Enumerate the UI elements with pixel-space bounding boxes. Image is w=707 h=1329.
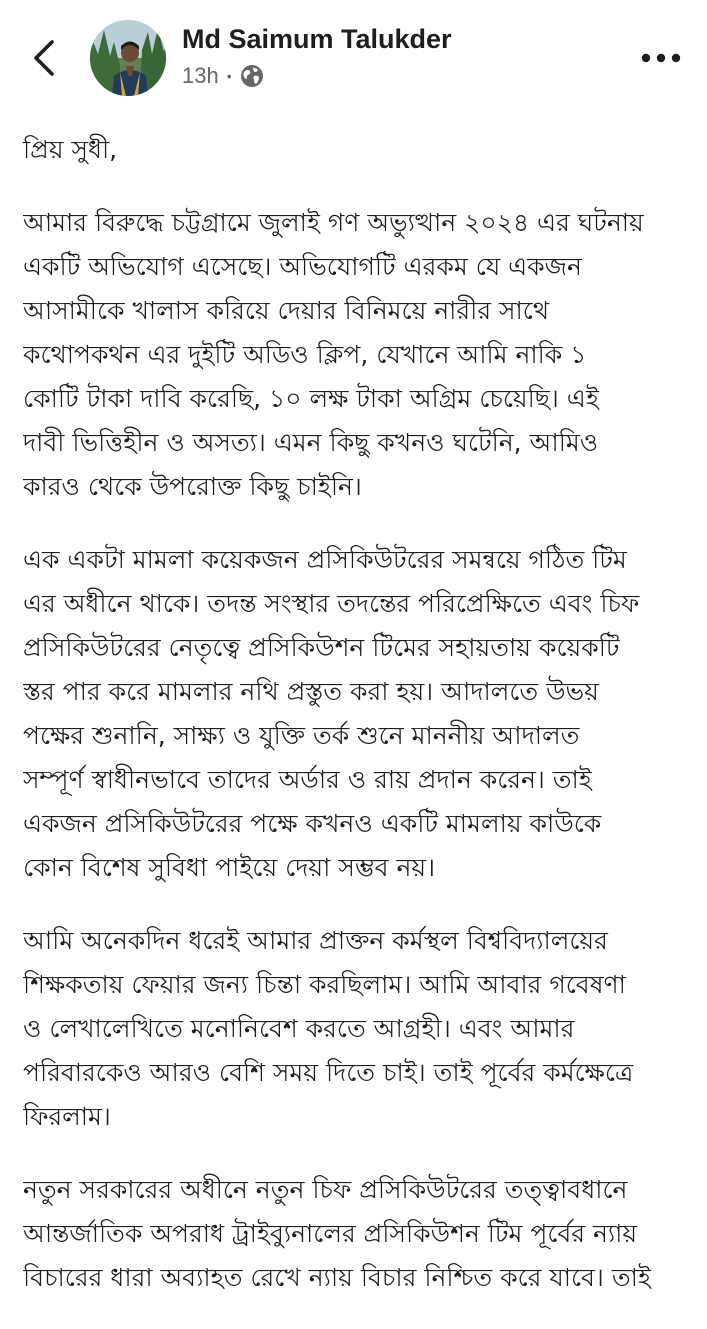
text-line: এর অধীনে থাকে। তদন্ত সংস্থার তদন্তের পরিপ্রেক্ষিতে এবং চিফ [23,589,640,618]
text-line: আন্তর্জাতিক অপরাধ ট্রাইব্যুনালের প্রসিকিউশন টিম পূর্বের ন্যায় [23,1219,638,1248]
avatar[interactable] [90,20,166,96]
text-line: আমার বিরুদ্ধে চট্টগ্রামে জুলাই গণ অভ্যুত্থান ২০২৪ এর ঘটনায় [23,208,644,237]
post-header [0,0,707,110]
text-line: সম্পূর্ণ স্বাধীনভাবে তাদের অর্ডার ও রায় প্রদান করেন। তাই [23,765,592,794]
text-line: প্রসিকিউটরের নেতৃত্বে প্রসিকিউশন টিমের সহায়তায় কয়েকটি [23,633,620,662]
chevron-left-icon [32,38,56,78]
post-paragraph-2 [23,538,687,890]
post-text [23,128,687,1329]
meta-separator: • [226,68,232,84]
post-timestamp[interactable]: 13h [182,63,219,88]
back-button[interactable] [22,34,66,82]
post-meta [182,62,264,90]
text-line: আমি অনেকদিন ধরেই আমার প্রাক্তন কর্মস্থল বিশ্ববিদ্যালয়ের [23,926,608,955]
text-line: কোন বিশেষ সুবিধা পাইয়ে দেয়া সম্ভব নয়। [23,853,436,882]
profile-photo [90,20,166,96]
author-name[interactable]: Md Saimum Talukder [182,24,452,54]
post-paragraph-3 [23,919,687,1139]
text-line: দাবী ভিত্তিহীন ও অসত্য। এমন কিছু কখনও ঘটেনি, আমিও [23,428,599,457]
post-greeting: প্রিয় সুধী, [23,135,118,164]
text-line: কোটি টাকা দাবি করেছি, ১০ লক্ষ টাকা অগ্রিম চেয়েছি। এই [23,384,599,413]
text-line: বিচারের ধারা অব্যাহত রেখে ন্যায় বিচার নিশ্চিত করে যাবে। তাই [23,1263,651,1292]
post-paragraph-1 [23,201,687,509]
text-line: পরিবারকেও আরও বেশি সময় দিতে চাই। তাই পূর্বের কর্মক্ষেত্রে [23,1058,634,1087]
text-line: ফিরলাম। [23,1102,111,1131]
text-line: নতুন সরকারের অধীনে নতুন চিফ প্রসিকিউটরের তত্ত্বাবধানে [23,1175,628,1204]
text-line: ও লেখালেখিতে মনোনিবেশ করতে আগ্রহী। এবং আমার [23,1014,575,1043]
text-line: কথোপকথন এর দুইটি অডিও ক্লিপ, যেখানে আমি নাকি ১ [23,340,587,369]
text-line: পক্ষের শুনানি, সাক্ষ্য ও যুক্তি তর্ক শুনে মাননীয় আদালত [23,721,580,750]
text-line: কারও থেকে উপরোক্ত কিছু চাইনি। [23,472,362,501]
globe-icon[interactable] [240,64,264,88]
text-line: আসামীকে খালাস করিয়ে দেয়ার বিনিময়ে নারীর সাথে [23,296,550,325]
more-options-button[interactable] [636,40,686,76]
post-paragraph-4 [23,1168,687,1300]
text-line: এক একটা মামলা কয়েকজন প্রসিকিউটরের সমন্বয়ে গঠিত টিম [23,545,627,574]
text-line: শিক্ষকতায় ফেয়ার জন্য চিন্তা করছিলাম। আমি আবার গবেষণা [23,970,626,999]
more-horizontal-icon [641,53,681,63]
text-line: স্তর পার করে মামলার নথি প্রস্তুত করা হয়। আদালতে উভয় [23,677,599,706]
text-line: একজন প্রসিকিউটরের পক্ষে কখনও একটি মামলায় কাউকে [23,809,602,838]
text-line: একটি অভিযোগ এসেছে। অভিযোগটি এরকম যে একজন [23,252,582,281]
